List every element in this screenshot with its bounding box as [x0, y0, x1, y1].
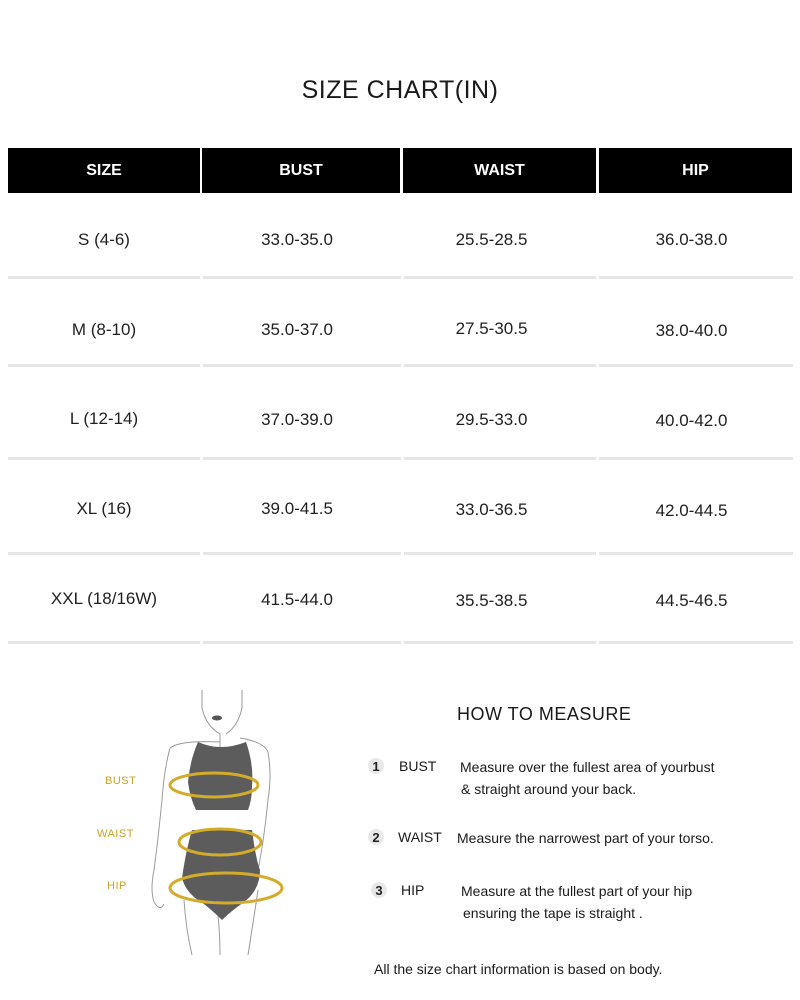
divider [404, 457, 596, 460]
table-cell: 36.0-38.0 [655, 230, 728, 249]
figure-label-hip: HIP [107, 880, 127, 892]
table-cell: 25.5-28.5 [455, 230, 528, 249]
table-cell: 44.5-46.5 [655, 591, 728, 610]
divider [599, 457, 793, 460]
divider [404, 552, 596, 555]
table-cell: XXL (18/16W) [50, 589, 158, 608]
divider [8, 552, 200, 555]
table-cell: M (8-10) [71, 320, 137, 339]
table-cell: 27.5-30.5 [455, 319, 528, 338]
mouth-icon [212, 716, 222, 721]
step-number-badge: 1 [368, 758, 384, 774]
table-cell: 40.0-42.0 [655, 411, 728, 430]
table-cell: XL (16) [76, 499, 132, 518]
header-size: SIZE [8, 148, 200, 193]
divider [203, 276, 401, 279]
step-number-badge: 3 [371, 882, 387, 898]
divider [203, 457, 401, 460]
step-label: HIP [401, 882, 425, 898]
step-description-cont: & straight around your back. [461, 781, 637, 797]
table-cell: 35.0-37.0 [261, 320, 333, 339]
header-waist: WAIST [403, 148, 596, 193]
figure-label-waist: WAIST [97, 828, 134, 840]
how-to-measure-title: HOW TO MEASURE [457, 704, 632, 724]
step-description: Measure over the fullest area of yourbust [460, 759, 715, 775]
divider [8, 276, 200, 279]
header-bust: BUST [202, 148, 400, 193]
step-label: BUST [399, 758, 437, 774]
table-cell: S (4-6) [78, 230, 130, 249]
divider [599, 641, 793, 644]
divider [599, 364, 793, 367]
table-cell: 33.0-36.5 [455, 500, 528, 519]
step-number-badge: 2 [368, 829, 384, 845]
divider [404, 276, 596, 279]
header-hip: HIP [599, 148, 792, 193]
page-title: SIZE CHART(IN) [301, 76, 499, 104]
table-cell: 41.5-44.0 [261, 590, 333, 609]
divider [8, 641, 200, 644]
body-measurement-illustration [140, 690, 300, 955]
table-cell: 35.5-38.5 [455, 591, 528, 610]
table-cell: 29.5-33.0 [455, 410, 528, 429]
table-cell: 37.0-39.0 [261, 410, 333, 429]
figure-label-bust: BUST [105, 775, 137, 787]
table-cell: 33.0-35.0 [261, 230, 333, 249]
step-description: Measure at the fullest part of your hip [461, 883, 693, 899]
divider [8, 364, 200, 367]
divider [8, 457, 200, 460]
divider [599, 276, 793, 279]
table-cell: 39.0-41.5 [261, 499, 333, 518]
table-cell: 38.0-40.0 [655, 321, 728, 340]
divider [203, 641, 401, 644]
step-description: Measure the narrowest part of your torso. [457, 830, 714, 846]
table-cell: L (12-14) [69, 409, 139, 428]
divider [599, 552, 793, 555]
divider [404, 364, 596, 367]
footnote: All the size chart information is based on body. [374, 961, 663, 977]
step-label: WAIST [398, 829, 442, 845]
step-description-cont: ensuring the tape is straight . [463, 905, 643, 921]
table-cell: 42.0-44.5 [655, 501, 728, 520]
divider [203, 364, 401, 367]
divider [203, 552, 401, 555]
divider [404, 641, 596, 644]
